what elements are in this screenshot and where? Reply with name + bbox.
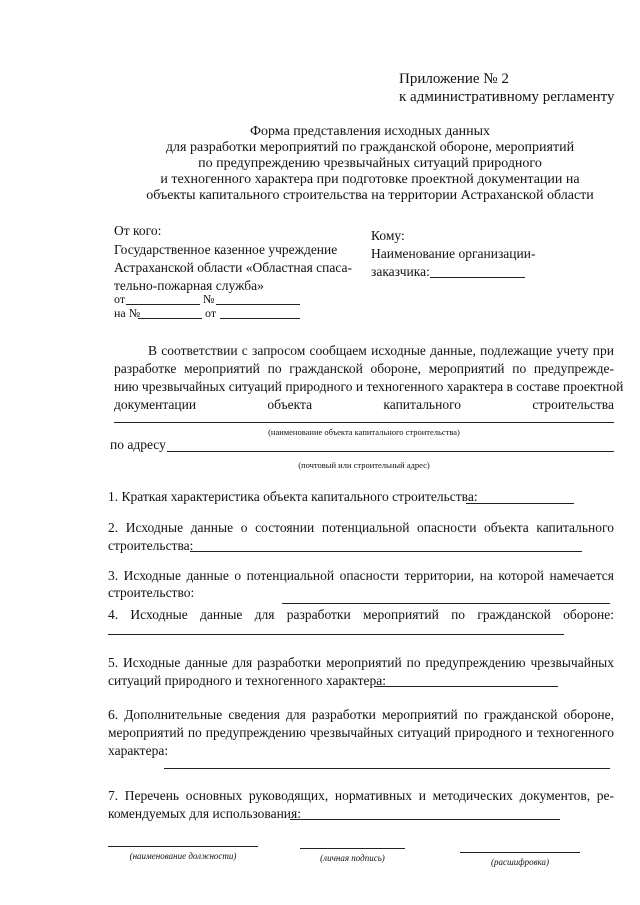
to-name-line-2: заказчика: [371, 264, 430, 279]
address-field[interactable] [167, 451, 614, 452]
to-name-field[interactable] [430, 277, 525, 278]
item-3-field[interactable] [282, 603, 610, 604]
from-na-label: на № [114, 306, 141, 320]
address-label: по адресу [110, 437, 166, 452]
signature-field[interactable] [300, 848, 405, 849]
item-7-line-1: 7. Перечень основных руководящих, нормативных и методических документов, ре- [108, 788, 614, 803]
item-6-line-3: характера: [108, 743, 169, 758]
intro-line-4: документации объекта капитального строительства [114, 397, 614, 412]
item-1-field[interactable] [466, 503, 574, 504]
decode-field[interactable] [460, 852, 580, 853]
position-field[interactable] [108, 846, 258, 847]
item-3-line-2: строительство: [108, 585, 195, 600]
item-2-line-2: строительства: [108, 538, 194, 553]
title-line-1: Форма представления исходных данных [249, 124, 491, 139]
item-7-field[interactable] [290, 819, 560, 820]
from-na-field[interactable] [138, 318, 202, 319]
item-5-field[interactable] [374, 686, 558, 687]
caption-address: (почтовый или строительный адрес) [298, 460, 430, 470]
from-org-line-1: Государственное казенное учреждение [114, 242, 338, 257]
item-6-line-1: 6. Дополнительные сведения для разработки мероприятий по гражданской обороне, [108, 707, 614, 722]
intro-line-1: В соответствии с запросом сообщаем исходные данные, подлежащие учету при [148, 343, 614, 358]
caption-decode: (расшифровка) [490, 857, 550, 867]
from-ot-label: от [114, 292, 126, 306]
to-name-line-1: Наименование организации- [371, 246, 536, 261]
intro-line-2: разработке мероприятий по гражданской обороне, мероприятий по предупрежде- [114, 361, 614, 376]
annex-line-2: к административному регламенту [399, 89, 615, 105]
item-2-line-1: 2. Исходные данные о состоянии потенциальной опасности объекта капитального [108, 520, 614, 535]
caption-position: (наименование должности) [129, 851, 237, 861]
title-line-2: для разработки мероприятий по гражданской обороне, мероприятий [165, 140, 575, 155]
from-org-line-2: Астраханской области «Областная спаса- [114, 260, 353, 275]
item-6-field[interactable] [164, 768, 610, 769]
from-label: От кого: [114, 223, 162, 238]
caption-signature: (личная подпись) [320, 853, 385, 863]
item-4-field[interactable] [108, 634, 564, 635]
title-line-3: по предупреждению чрезвычайных ситуаций природного [198, 156, 542, 171]
item-5-line-2: ситуаций природного и техногенного характера: [108, 673, 387, 688]
title-line-4: и техногенного характера при подготовке проектной документации на [160, 172, 580, 187]
from-ot2-field[interactable] [220, 318, 300, 319]
annex-line-1: Приложение № 2 [399, 71, 509, 87]
intro-line-3: нию чрезвычайных ситуаций природного и техногенного характера в составе проектной [114, 379, 624, 394]
item-3-line-1: 3. Исходные данные о потенциальной опасности территории, на которой намечается [108, 568, 614, 583]
from-org-line-3: тельно-пожарная служба» [114, 278, 264, 293]
to-label: Кому: [371, 228, 405, 243]
from-no-label: № [203, 292, 215, 306]
title-line-5: объекты капитального строительства на территории Астраханской области [146, 188, 594, 203]
from-ot2-label: от [205, 306, 217, 320]
object-name-field[interactable] [114, 422, 614, 423]
item-6-line-2: мероприятий по предупреждению чрезвычайных ситуаций природного и техногенного [108, 725, 614, 740]
from-no-field[interactable] [216, 304, 300, 305]
item-2-field[interactable] [190, 551, 582, 552]
item-5-line-1: 5. Исходные данные для разработки мероприятий по предупреждению чрезвычайных [108, 655, 614, 670]
from-ot-field[interactable] [126, 304, 200, 305]
item-7-line-2: комендуемых для использования: [108, 806, 301, 821]
item-4-text: 4. Исходные данные для разработки мероприятий по гражданской обороне: [108, 607, 614, 622]
caption-object: (наименование объекта капитального строительства) [268, 427, 460, 437]
item-1-text: 1. Краткая характеристика объекта капитального строительства: [108, 489, 478, 504]
